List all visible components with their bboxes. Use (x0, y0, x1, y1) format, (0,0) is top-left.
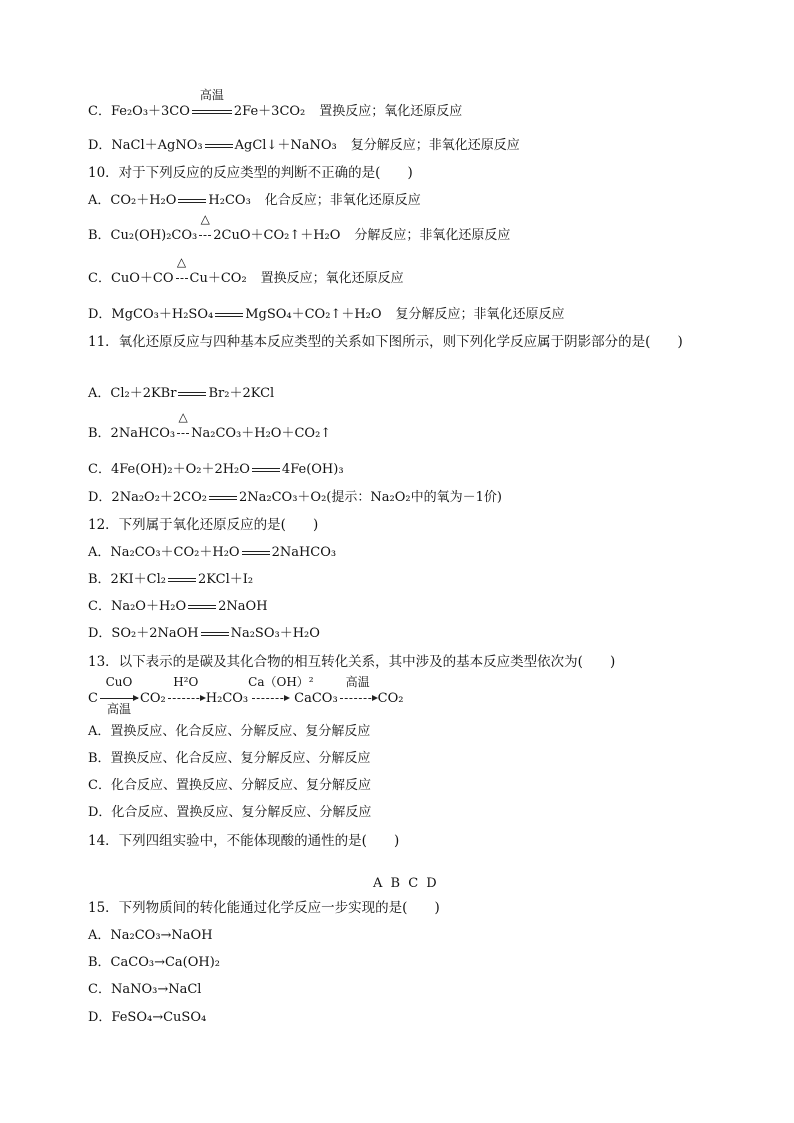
products: 2CuO＋CO₂↑＋H₂O (213, 228, 341, 243)
option-13c: C．化合反应、置换反应、分解反应、复分解反应 (88, 778, 371, 793)
option-13b: B．置换反应、化合反应、复分解反应、分解反应 (88, 751, 371, 766)
figure-option-labels: A B C D (373, 876, 439, 891)
option-11b (88, 410, 332, 442)
question-10: 10．对于下列反应的反应类型的判断不正确的是( ) (88, 165, 413, 181)
reaction-type: 复分解反应；非氧化还原反应 (350, 138, 520, 153)
option-15d: D．FeSO₄→CuSO₄ (88, 1010, 207, 1025)
option-13d: D．化合反应、置换反应、复分解反应、分解反应 (88, 805, 372, 820)
products: MgSO₄＋CO₂↑＋H₂O (245, 307, 382, 322)
chain-arrow-2 (168, 675, 204, 707)
reaction-equals (201, 626, 229, 642)
chain-co2: CO₂ (139, 691, 166, 706)
reactants: C．Fe₂O₃＋3CO (88, 104, 190, 119)
option-10b (88, 212, 511, 244)
chain-h2co3: H₂CO₃ (205, 691, 249, 706)
products: 4Fe(OH)₃ (281, 462, 344, 477)
chain-co2-end: CO₂ (377, 691, 404, 706)
chain-arrow-4 (340, 675, 376, 707)
reaction-equals (168, 572, 196, 588)
reactants: C．CuO＋CO (88, 271, 174, 286)
products: AgCl↓＋NaNO₃ (234, 138, 337, 153)
reaction-equals (209, 490, 237, 506)
reactants: A．CO₂＋H₂O (88, 193, 177, 208)
option-15c: C．NaNO₃→NaCl (88, 982, 202, 997)
condition: Ca（OH）² (248, 675, 314, 689)
option-10c (88, 255, 404, 287)
reactants: A．Na₂CO₃＋CO₂＋H₂O (88, 545, 240, 560)
reaction-equals (188, 599, 216, 615)
reaction-type: 化合反应；非氧化还原反应 (264, 193, 421, 208)
heat-condition: △ (176, 255, 187, 269)
reaction-equals (178, 193, 206, 209)
option-9d (88, 138, 520, 154)
reaction-equals (215, 307, 243, 323)
reactants: A．Cl₂＋2KBr (88, 386, 177, 401)
option-11d (88, 490, 502, 506)
products: Na₂CO₃＋H₂O＋CO₂↑ (191, 426, 332, 441)
condition: 高温 (199, 88, 224, 102)
condition: 高温 (345, 675, 370, 689)
question-13: 13．以下表示的是碳及其化合物的相互转化关系，其中涉及的基本反应类型依次为( ) (88, 654, 616, 670)
reaction-equals (205, 138, 233, 154)
reaction-type: 置换反应；氧化还原反应 (319, 104, 463, 119)
products: 2NaHCO₃ (271, 545, 337, 560)
reactants: D．SO₂＋2NaOH (88, 626, 199, 641)
products: Na₂SO₃＋H₂O (230, 626, 320, 641)
chain-caco3: CaCO₃ (294, 691, 338, 706)
products: H₂CO₃ (208, 193, 251, 208)
chain-arrow-1 (100, 675, 138, 716)
chain-carbon: C (88, 691, 98, 706)
reactants: C．4Fe(OH)₂＋O₂＋2H₂O (88, 462, 250, 477)
reaction-equals (242, 545, 270, 561)
conversion-chain (88, 675, 404, 716)
products: 2KCl＋I₂ (198, 572, 254, 587)
question-14: 14．下列四组实验中，不能体现酸的通性的是( ) (88, 833, 400, 849)
reaction-arrow (176, 255, 188, 287)
option-10d (88, 307, 565, 323)
heat-condition: △ (178, 410, 188, 424)
option-9c (88, 88, 463, 120)
question-12: 12．下列属于氧化还原反应的是( ) (88, 517, 319, 533)
reactants: B．2KI＋Cl₂ (88, 572, 166, 587)
reactants: D．2Na₂O₂＋2CO₂ (88, 490, 207, 505)
reaction-type: 分解反应；非氧化还原反应 (354, 228, 511, 243)
option-15a: A．Na₂CO₃→NaOH (88, 928, 213, 943)
question-15: 15．下列物质间的转化能通过化学反应一步实现的是( ) (88, 900, 440, 916)
reaction-arrow (199, 212, 211, 244)
condition: CuO (105, 675, 133, 689)
chain-arrow-3 (248, 675, 314, 707)
option-11a (88, 386, 274, 402)
option-11c (88, 462, 344, 478)
reaction-equals (252, 462, 280, 478)
reaction-equals (178, 386, 206, 402)
products: 2NaOH (218, 599, 268, 614)
option-12b (88, 572, 253, 588)
heat-condition: △ (200, 212, 210, 226)
products: 2Na₂CO₃＋O₂(提示：Na₂O₂中的氧为－1价) (239, 490, 502, 505)
option-12a (88, 545, 336, 561)
reaction-type: 置换反应；氧化还原反应 (260, 271, 404, 286)
products: Cu＋CO₂ (189, 271, 247, 286)
products: 2Fe＋3CO₂ (233, 104, 306, 119)
option-13a: A．置换反应、化合反应、分解反应、复分解反应 (88, 724, 371, 739)
reaction-equals (192, 88, 232, 120)
option-12d (88, 626, 320, 642)
reaction-arrow (177, 410, 189, 442)
question-11: 11．氧化还原反应与四种基本反应类型的关系如下图所示，则下列化学反应属于阴影部分的是( ) (88, 334, 683, 350)
option-10a (88, 193, 421, 209)
reactants: D．MgCO₃＋H₂SO₄ (88, 307, 214, 322)
reactants: D．NaCl＋AgNO₃ (88, 138, 203, 153)
option-12c (88, 599, 268, 615)
reactants: B．2NaHCO₃ (88, 426, 176, 441)
reaction-type: 复分解反应；非氧化还原反应 (395, 307, 565, 322)
reactants: C．Na₂O＋H₂O (88, 599, 187, 614)
reactants: B．Cu₂(OH)₂CO₃ (88, 228, 198, 243)
option-15b: B．CaCO₃→Ca(OH)₂ (88, 955, 221, 970)
products: Br₂＋2KCl (208, 386, 275, 401)
condition-below: 高温 (106, 702, 131, 716)
condition: H²O (173, 675, 199, 689)
